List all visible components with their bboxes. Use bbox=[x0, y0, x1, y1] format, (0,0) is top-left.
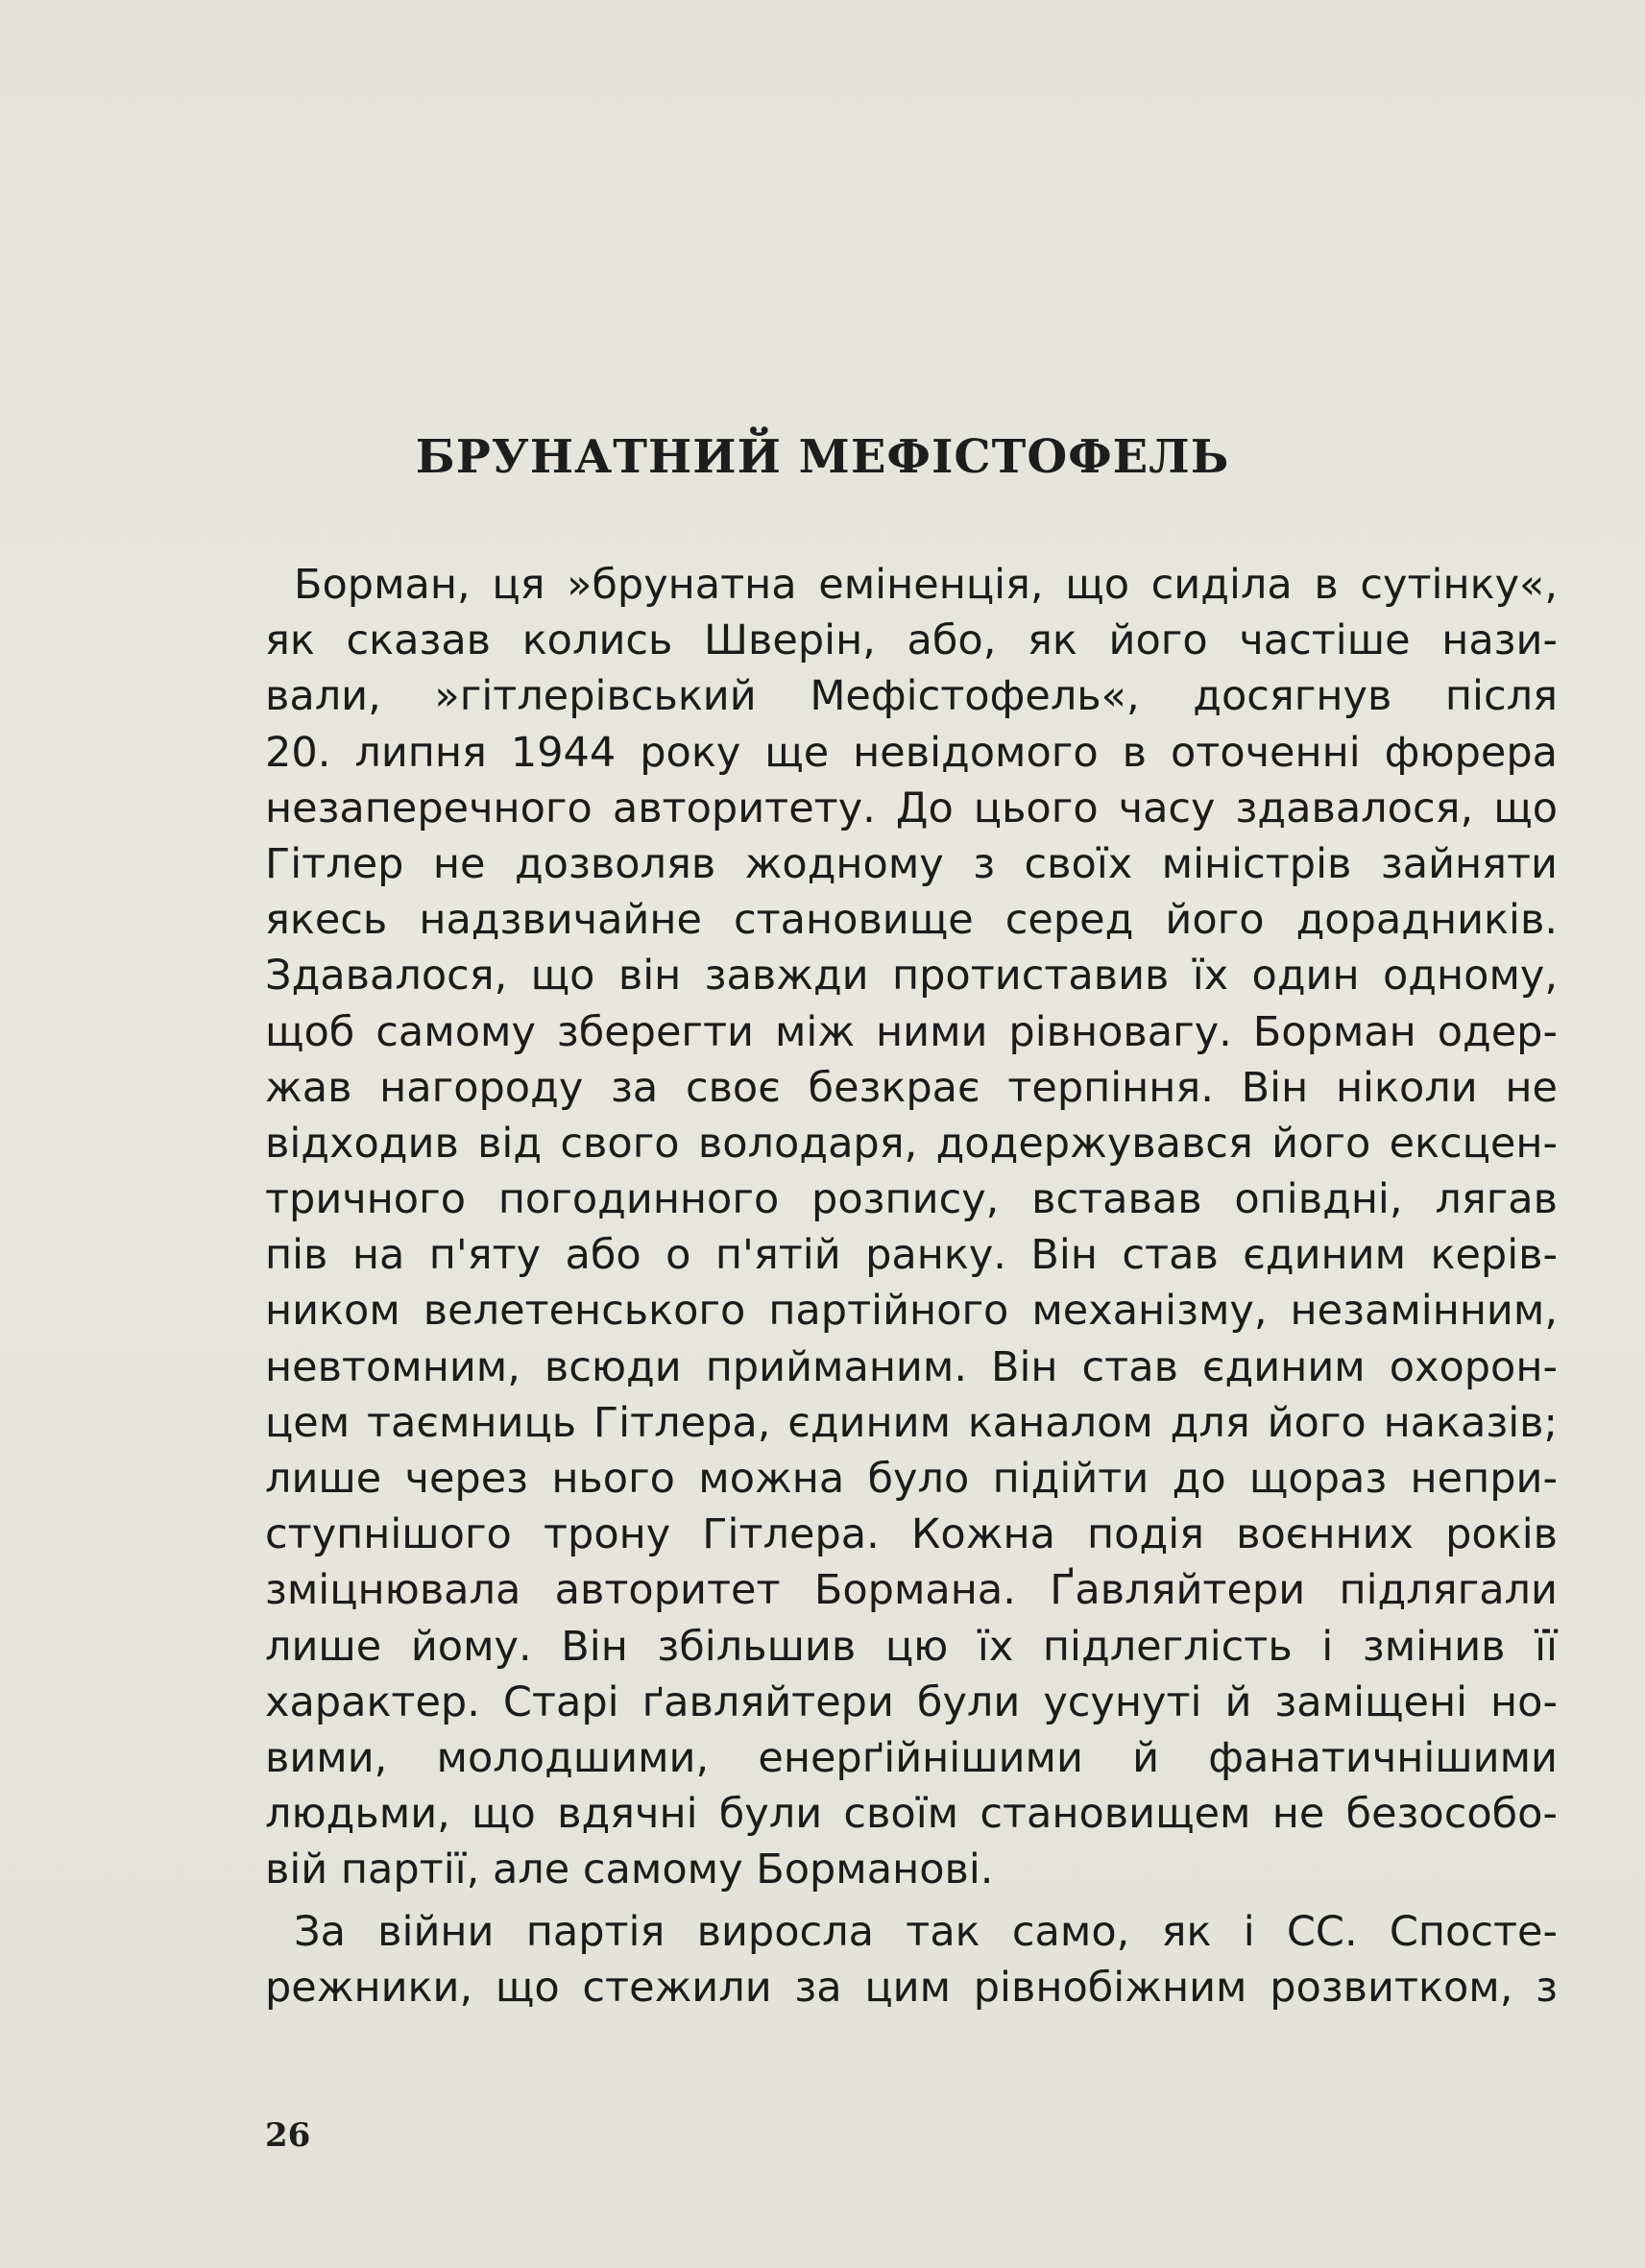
text-line: ступнішого трону Гітлера. Кожна подія воєнних років bbox=[265, 1510, 1558, 1559]
page-number: 26 bbox=[265, 2116, 311, 2155]
text-line: Борман, ця »брунатна еміненція, що сиділа в сутінку«, bbox=[294, 561, 1558, 609]
text-line: Здавалося, що він завжди протиставив їх один одному, bbox=[265, 952, 1558, 1001]
text-line: вали, »гітлерівський Мефістофель«, досягнув після bbox=[265, 672, 1558, 721]
paragraph-1 bbox=[265, 557, 1558, 1898]
text-line: режники, що стежили за цим рівнобіжним розвитком, з bbox=[265, 1963, 1558, 2012]
text-line: зміцнювала авторитет Бормана. Ґавляйтери підлягали bbox=[265, 1566, 1558, 1615]
text-line: як сказав колись Шверін, або, як його частіше нази- bbox=[265, 616, 1558, 665]
text-line: 20. липня 1944 року ще невідомого в оточенні фюрера bbox=[265, 728, 1558, 777]
text-line: вій партії, але самому Борманові. bbox=[265, 1846, 994, 1894]
text-line: тричного погодинного розпису, вставав опівдні, лягав bbox=[265, 1175, 1558, 1224]
text-line: невтомним, всюди прийманим. Він став єдиним охорон- bbox=[265, 1342, 1558, 1391]
text-line: незаперечного авторитету. До цього часу здавалося, що bbox=[265, 784, 1558, 832]
paragraph-2 bbox=[265, 1904, 1558, 2015]
text-line: лише через нього можна було підійти до щораз непри- bbox=[265, 1455, 1558, 1503]
text-line: щоб самому зберегти між ними рівновагу. Борман одер- bbox=[265, 1007, 1558, 1056]
text-line: цем таємниць Гітлера, єдиним каналом для його наказів; bbox=[265, 1398, 1558, 1447]
text-line: Гітлер не дозволяв жодному з своїх міністрів зайняти bbox=[265, 839, 1558, 888]
text-line: жав нагороду за своє безкрає терпіння. Він ніколи не bbox=[265, 1063, 1558, 1112]
text-line: якесь надзвичайне становище серед його дорадників. bbox=[265, 896, 1558, 945]
text-line: За війни партія виросла так само, як і СС. Спосте- bbox=[294, 1907, 1558, 1956]
text-line: вими, молодшими, енерґійнішими й фанатичнішими bbox=[265, 1733, 1558, 1782]
text-line: ником велетенського партійного механізму, незамінним, bbox=[265, 1287, 1558, 1336]
text-line: характер. Старі ґавляйтери були усунуті й заміщені но- bbox=[265, 1677, 1558, 1726]
chapter-title: БРУНАТНИЙ МЕФІСТОФЕЛЬ bbox=[415, 430, 1230, 484]
text-line: людьми, що вдячні були своїм становищем не безособо- bbox=[265, 1790, 1558, 1839]
text-line: відходив від свого володаря, додержувався його ексцен- bbox=[265, 1119, 1558, 1168]
text-line: пів на п'яту або о п'ятій ранку. Він став єдиним керів- bbox=[265, 1231, 1558, 1280]
text-line: лише йому. Він збільшив цю їх підлеглість і змінив її bbox=[265, 1622, 1558, 1671]
body-text bbox=[265, 557, 1558, 2015]
